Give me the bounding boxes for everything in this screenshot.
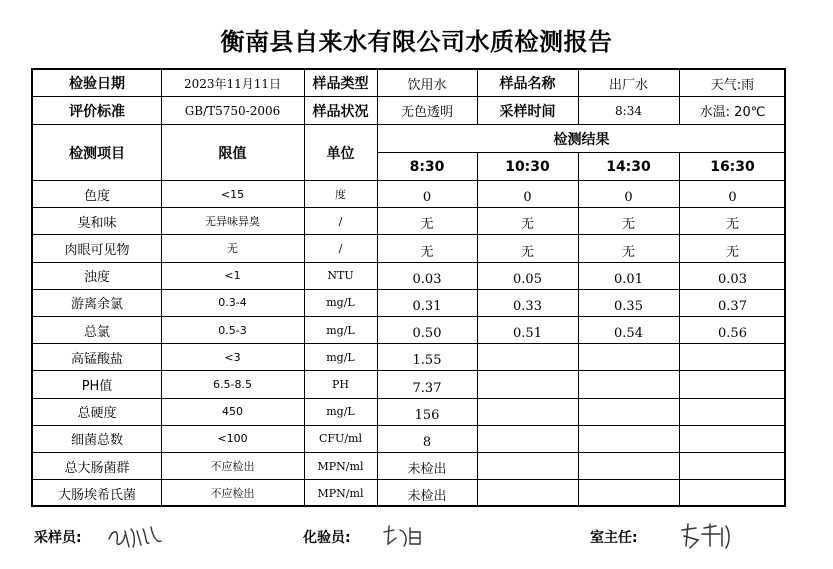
row-limit: 6.5-8.5 [213,377,252,391]
row-unit: / [338,241,343,255]
row-unit: MPN/ml [317,459,364,473]
row-limit: <100 [217,432,248,446]
header-item: 检测项目 [69,145,125,162]
water-temp: 水温: 20℃ [699,105,766,120]
row-result: 0.35 [614,298,643,314]
sample-state-value: 无色透明 [400,105,453,120]
row-result [679,344,786,370]
row-result [477,480,578,506]
row-result: 无 [725,217,739,233]
row-unit: mg/L [326,350,355,364]
row-result: 0.01 [614,271,643,287]
sample-name-label: 样品名称 [499,76,556,92]
header-results: 检测结果 [553,131,610,148]
row-result [578,371,679,397]
standard-value: GB/T5750-2006 [184,103,281,118]
row-unit: / [338,214,343,228]
row-unit: PH [332,377,349,391]
row-result: 无 [725,244,739,260]
row-result: 0.50 [412,326,442,342]
sample-type-label: 样品类型 [312,76,369,92]
row-item: 游离余氯 [70,297,123,313]
row-result: 0 [624,190,633,206]
row-result: 无 [621,217,635,233]
row-result [477,426,578,452]
row-result: 无 [420,244,434,260]
row-unit: MPN/ml [317,486,364,500]
report-title: 衡南县自来水有限公司水质检测报告 [220,28,613,56]
row-limit: <1 [224,269,241,283]
row-result: 0.03 [412,271,442,287]
row-result: 未检出 [407,489,447,505]
row-unit: mg/L [326,296,355,310]
row-result [477,399,578,425]
row-result: 0 [728,190,737,206]
row-result: 1.55 [412,353,442,369]
row-result [578,480,679,506]
header-unit: 单位 [326,145,355,162]
standard-label: 评价标准 [69,103,125,120]
row-result [578,344,679,370]
row-item: 浊度 [83,270,110,286]
row-unit: CFU/ml [319,432,362,446]
row-result: 0.37 [718,298,747,314]
row-result [477,344,578,370]
row-result [578,399,679,425]
row-result: 无 [420,217,434,233]
row-result [679,426,786,452]
row-result: 0.05 [513,271,542,287]
row-limit: 0.5-3 [218,323,247,337]
row-result [679,453,786,479]
row-item: 色度 [83,188,110,204]
row-limit: 无异味异臭 [205,215,260,229]
time-1030: 10:30 [505,158,550,175]
row-result: 无 [520,217,534,233]
row-item: 高锰酸盐 [70,351,123,367]
row-result: 0 [422,190,432,206]
row-result [578,453,679,479]
row-item: PH值 [81,378,113,394]
inspector-label: 化验员: [303,530,351,546]
time-1630: 16:30 [710,158,755,175]
row-result: 无 [520,244,534,260]
row-limit: 不应检出 [210,460,255,474]
row-result: 无 [621,244,635,260]
row-result: 156 [414,407,440,423]
inspector-signature [380,522,430,550]
row-item: 细菌总数 [70,433,123,449]
row-result: 8 [422,434,432,450]
row-result [679,480,786,506]
row-result [477,453,578,479]
director-label: 室主任: [590,530,638,546]
sample-state-label: 样品状况 [312,103,369,120]
row-result: 0.33 [513,298,542,314]
row-unit: mg/L [326,323,355,337]
row-limit: 无 [227,242,238,256]
row-result: 0.51 [513,326,542,342]
row-unit: mg/L [326,405,355,419]
report-table [31,68,786,507]
row-result [578,426,679,452]
sampler-signature [105,519,165,551]
time-1430: 14:30 [606,158,651,175]
row-result: 0.31 [412,298,442,314]
row-limit: 0.3-4 [218,296,247,310]
row-result: 未检出 [407,462,447,478]
row-item: 总大肠菌群 [64,460,130,476]
row-limit: <15 [220,187,245,201]
row-item: 总氯 [83,324,110,340]
row-item: 臭和味 [77,215,117,231]
row-result [477,371,578,397]
row-result: 0 [523,190,532,206]
row-limit: 不应检出 [210,487,255,501]
sampler-label: 采样员: [34,530,82,546]
row-result: 7.37 [412,380,442,396]
time-0830: 8:30 [409,158,445,175]
date-value: 2023年11月11日 [183,76,282,91]
row-item: 肉眼可见物 [64,242,130,258]
row-unit: NTU [327,269,354,283]
sample-type-value: 饮用水 [407,77,447,93]
weather: 天气:雨 [710,77,755,93]
row-result: 0.56 [718,326,747,342]
row-result [679,371,786,397]
row-unit: 度 [335,188,346,202]
row-limit: 450 [222,405,243,419]
sampling-time-label: 采样时间 [499,103,556,120]
row-limit: <3 [224,350,241,364]
row-item: 总硬度 [77,406,117,422]
header-limit: 限值 [218,145,247,162]
row-result: 0.54 [614,326,643,342]
row-item: 大肠埃希氏菌 [57,487,136,503]
sampling-time-value: 8:34 [615,103,642,118]
row-result [679,399,786,425]
sample-name-value: 出厂水 [608,77,648,93]
director-signature [676,520,736,552]
date-label: 检验日期 [69,76,125,92]
row-result: 0.03 [718,271,747,287]
